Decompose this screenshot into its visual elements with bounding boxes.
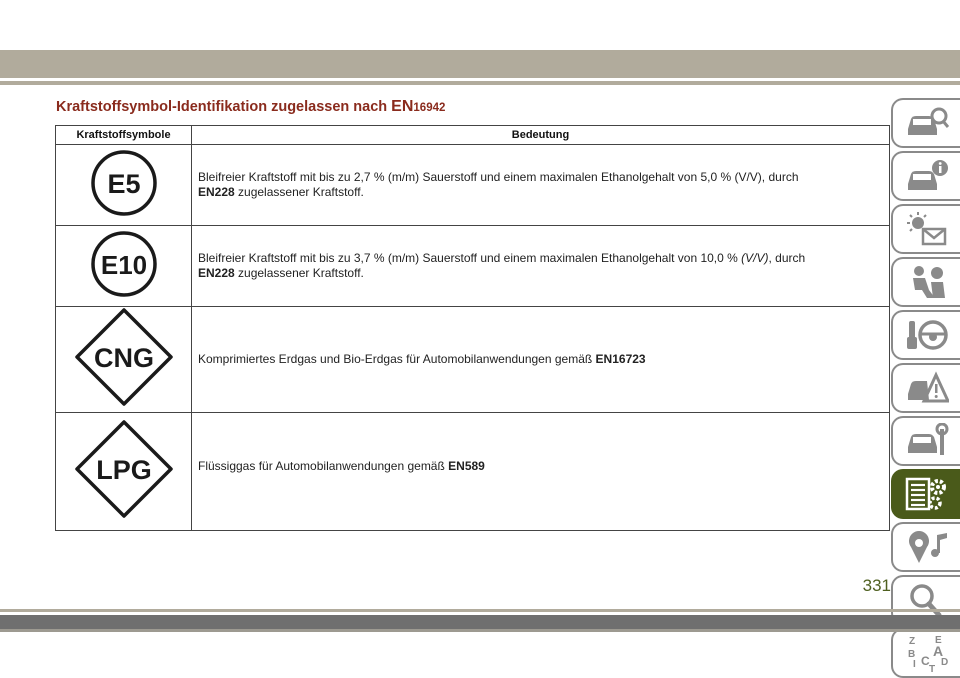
meaning-text: Bleifreier Kraftstoff mit bis zu 2,7 % (m/m) Sauerstoff und einem maximalen Ethanolgehalt von 5,0 % (V/V), durch	[198, 170, 799, 184]
fuel-e5-icon	[89, 148, 159, 218]
page-number: 331	[862, 576, 891, 595]
symbol-label: E10	[100, 249, 147, 280]
symbol-cell	[56, 307, 192, 413]
meaning-cell	[192, 226, 890, 307]
tab-warning-lights[interactable]	[891, 204, 960, 254]
car-info-icon	[905, 158, 949, 194]
fuel-cng-icon	[74, 307, 174, 407]
footer-rule	[0, 609, 960, 612]
svg-text:B: B	[907, 649, 915, 660]
header-meaning: Bedeutung	[192, 126, 890, 145]
car-magnifier-icon	[905, 105, 949, 141]
tab-servicing[interactable]	[891, 416, 960, 466]
fuel-symbol-table	[55, 125, 890, 531]
meaning-cell	[192, 413, 890, 531]
meaning-text: Bleifreier Kraftstoff mit bis zu 3,7 % (m/m) Sauerstoff und einem maximalen Ethanolgehalt von 10,0 %	[198, 251, 742, 265]
meaning-text-cont: , durch	[768, 251, 806, 265]
table-row	[56, 226, 890, 307]
multimedia-icon	[905, 529, 949, 565]
standard-code: EN228	[198, 185, 235, 199]
specifications-gear-icon	[904, 475, 950, 513]
symbol-cell	[56, 226, 192, 307]
header-fuel-symbols: Kraftstoffsymbole	[56, 126, 192, 145]
symbol-label: LPG	[95, 455, 152, 485]
svg-text:E: E	[934, 635, 942, 646]
fuel-e10-icon	[89, 229, 159, 299]
symbol-cell	[56, 145, 192, 226]
svg-text:T: T	[928, 664, 935, 673]
svg-text:A: A	[932, 643, 943, 659]
svg-text:D: D	[940, 657, 948, 668]
airbag-seat-icon	[905, 264, 949, 300]
svg-text:C: C	[920, 654, 930, 668]
meaning-text-tail: zugelassener Kraftstoff.	[234, 266, 364, 280]
car-wrench-icon	[905, 423, 949, 459]
steering-wheel-key-icon	[905, 317, 949, 353]
meaning-italic: (V/V)	[741, 251, 769, 265]
tab-safety[interactable]	[891, 257, 960, 307]
table-row	[56, 307, 890, 413]
standard-code: EN589	[448, 459, 485, 473]
footer-band	[0, 615, 960, 629]
alphabet-index-icon	[905, 633, 949, 673]
search-index-icon	[905, 582, 949, 618]
standard-code: EN228	[198, 266, 235, 280]
section-title: Kraftstoffsymbol-Identifikation zugelassen nach EN16942	[56, 98, 446, 115]
car-warning-triangle-icon	[905, 370, 949, 406]
header-band	[0, 50, 960, 78]
symbol-label: E5	[106, 168, 141, 199]
symbol-cell	[56, 413, 192, 531]
tab-emergency[interactable]	[891, 363, 960, 413]
tab-technical-specifications[interactable]	[891, 469, 960, 519]
svg-text:Z: Z	[908, 636, 915, 647]
meaning-text-tail: zugelassener Kraftstoff.	[234, 185, 364, 199]
warning-light-message-icon	[905, 211, 949, 247]
fuel-lpg-icon	[74, 419, 174, 519]
tab-car-info[interactable]	[891, 151, 960, 201]
symbol-label: CNG	[93, 343, 154, 373]
tab-car-magnifier[interactable]	[891, 98, 960, 148]
svg-text:I: I	[912, 659, 916, 670]
header-rule	[0, 81, 960, 85]
tab-alphabet-index[interactable]	[891, 628, 960, 678]
table-row	[56, 413, 890, 531]
meaning-cell	[192, 307, 890, 413]
meaning-cell	[192, 145, 890, 226]
tab-multimedia[interactable]	[891, 522, 960, 572]
standard-code: EN16723	[595, 352, 646, 366]
table-row	[56, 145, 890, 226]
meaning-text: Komprimiertes Erdgas und Bio-Erdgas für Automobilanwendungen gemäß	[198, 352, 596, 366]
footer-band-edge	[0, 629, 960, 632]
table-header-row	[56, 126, 890, 145]
meaning-text: Flüssiggas für Automobilanwendungen gemäß	[198, 459, 449, 473]
tab-starting-driving[interactable]	[891, 310, 960, 360]
